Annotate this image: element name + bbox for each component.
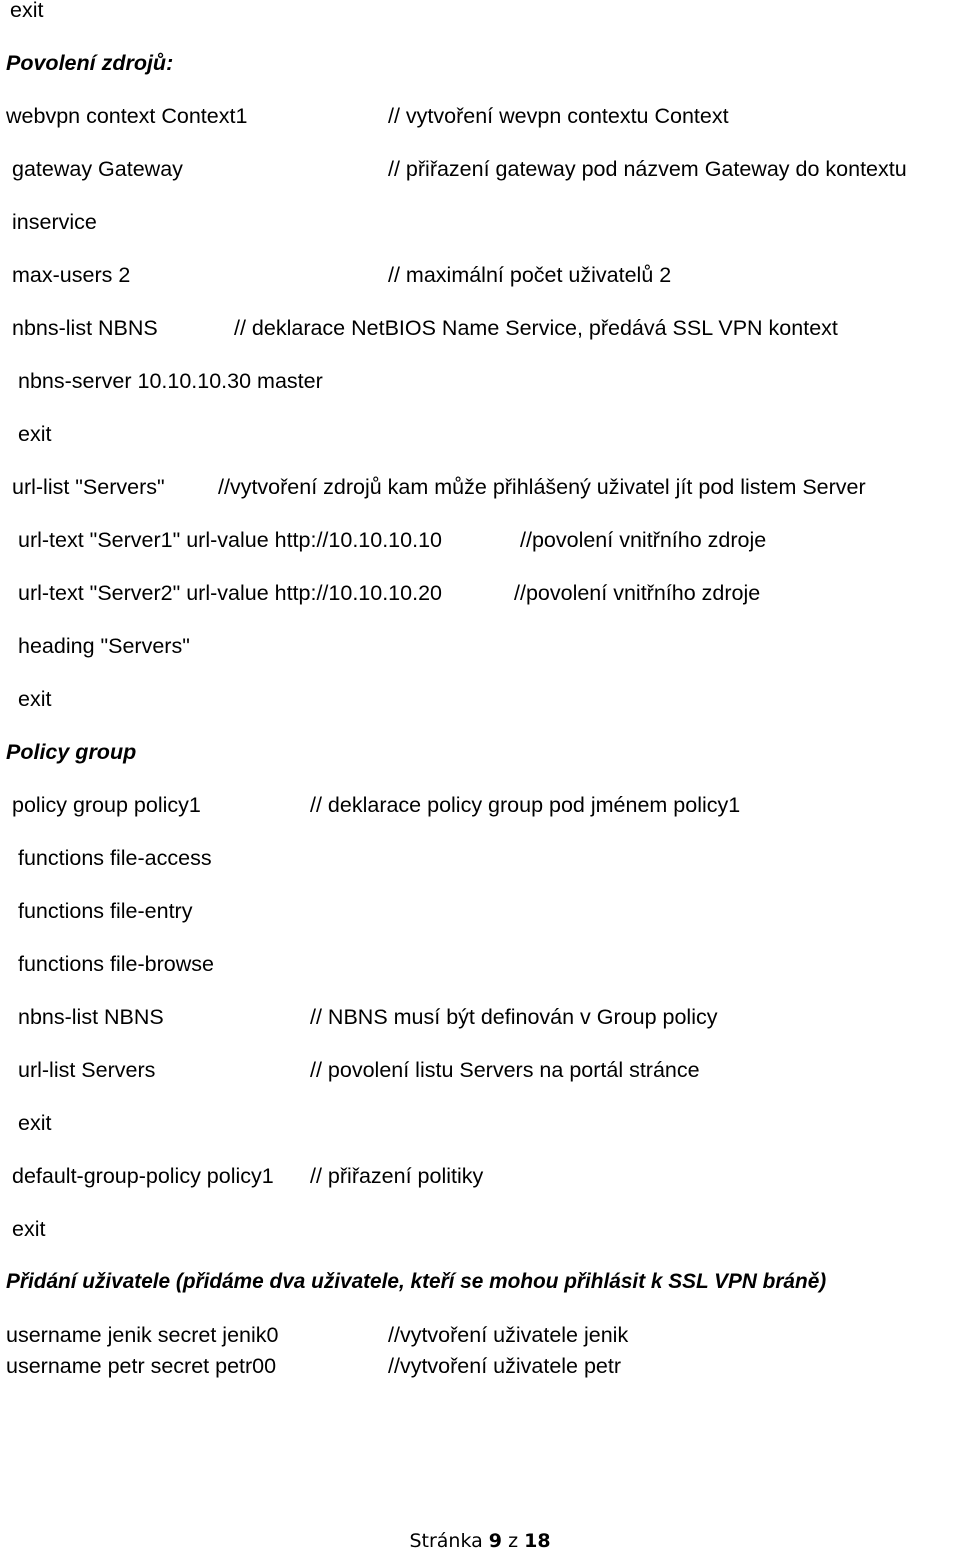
code-heading-servers: heading "Servers" [18,634,190,658]
exit-line: exit [10,0,44,22]
code-user-jenik: username jenik secret jenik0 [6,1323,279,1347]
comment-default-group-policy: // přiřazení politiky [310,1164,484,1188]
comment-max-users: // maximální počet uživatelů 2 [388,263,672,287]
comment-user-petr: //vytvoření uživatele petr [388,1354,622,1378]
section-heading-policy: Policy group [6,740,137,764]
footer-prefix: Stránka [409,1530,489,1552]
code-policy-group: policy group policy1 [12,793,201,817]
code-nbns-server: nbns-server 10.10.10.30 master [18,369,323,393]
code-user-petr: username petr secret petr00 [6,1354,277,1378]
code-url-text-2: url-text "Server2" url-value http://10.10.10.20 [18,581,442,605]
comment-gateway: // přiřazení gateway pod názvem Gateway do kontextu [388,157,907,181]
code-url-list: url-list "Servers" [12,475,165,499]
code-nbns-list-2: nbns-list NBNS [18,1005,164,1029]
code-inservice: inservice [12,210,97,234]
code-functions-file-browse: functions file-browse [18,952,214,976]
code-default-group-policy: default-group-policy policy1 [12,1164,274,1188]
code-functions-file-access: functions file-access [18,846,212,870]
code-max-users: max-users 2 [12,263,131,287]
code-url-text-1: url-text "Server1" url-value http://10.10.10.10 [18,528,442,552]
comment-url-list-2: // povolení listu Servers na portál stránce [310,1058,700,1082]
comment-webvpn-context: // vytvoření wevpn contextu Context [388,104,729,128]
comment-policy-group: // deklarace policy group pod jménem policy1 [310,793,741,817]
comment-nbns-list: // deklarace NetBIOS Name Service, předává SSL VPN kontext [234,316,838,340]
footer-total-pages: 18 [524,1530,551,1552]
code-gateway: gateway Gateway [12,157,183,181]
footer-current-page: 9 [488,1530,503,1552]
comment-url-list: //vytvoření zdrojů kam může přihlášený uživatel jít pod listem Server [218,475,866,499]
code-nbns-list: nbns-list NBNS [12,316,158,340]
section-heading-sources: Povolení zdrojů: [6,51,174,75]
code-url-list-2: url-list Servers [18,1058,156,1082]
exit-line: exit [18,687,52,711]
exit-line: exit [18,422,52,446]
code-functions-file-entry: functions file-entry [18,899,193,923]
code-webvpn-context: webvpn context Context1 [6,104,248,128]
comment-nbns-list-2: // NBNS musí být definován v Group policy [310,1005,718,1029]
exit-line: exit [12,1217,46,1241]
comment-url-text-2: //povolení vnitřního zdroje [514,581,761,605]
comment-user-jenik: //vytvoření uživatele jenik [388,1323,629,1347]
footer-middle: z [502,1530,525,1552]
page-footer [0,1532,960,1551]
comment-url-text-1: //povolení vnitřního zdroje [520,528,767,552]
exit-line: exit [18,1111,52,1135]
section-heading-users: Přidání uživatele (přidáme dva uživatele, kteří se mohou přihlásit k SSL VPN bráně) [6,1270,827,1293]
